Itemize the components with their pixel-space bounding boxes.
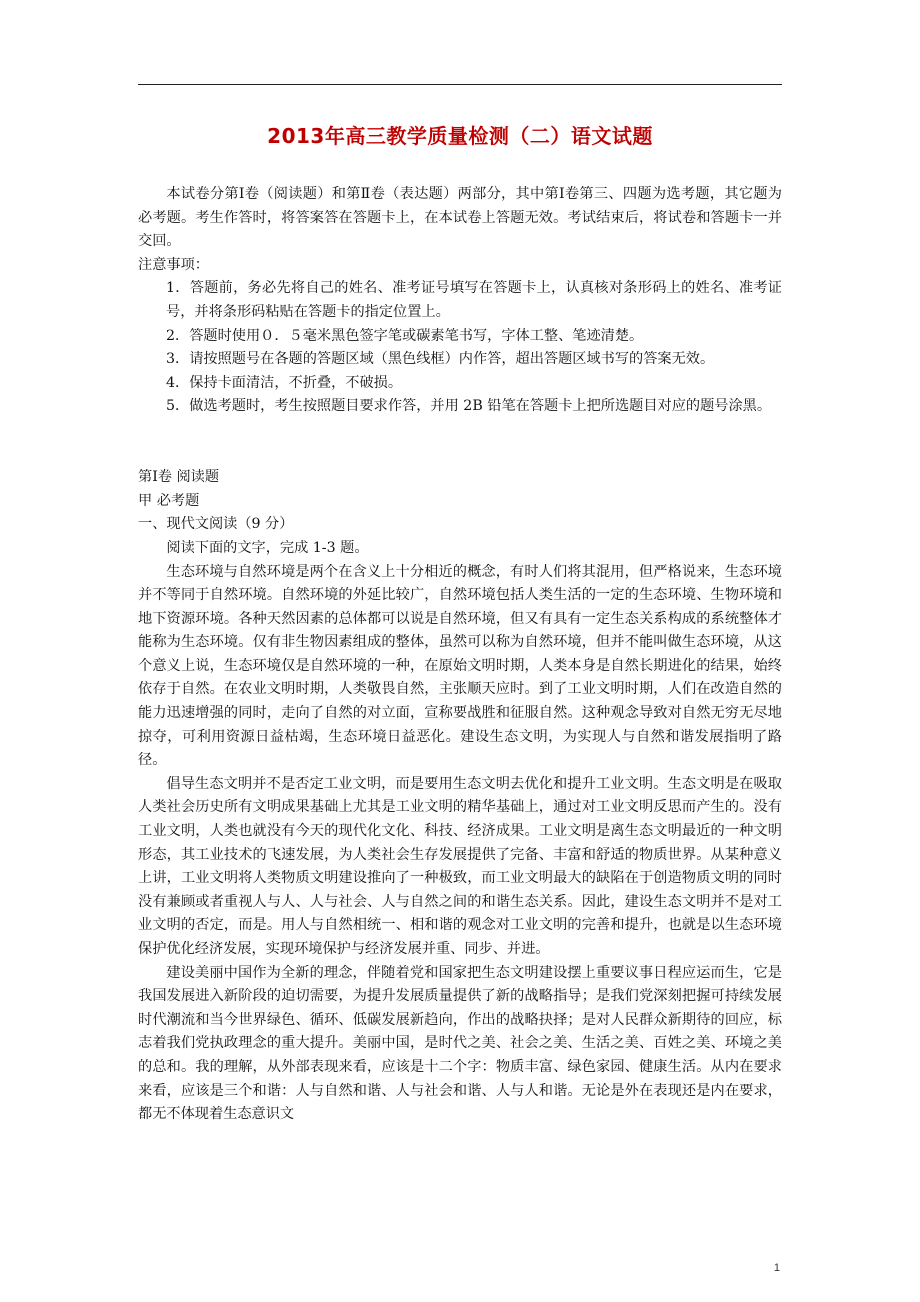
part-heading: 一、现代文阅读（9 分） bbox=[138, 516, 294, 533]
section-subheading: 甲 必考题 bbox=[138, 492, 200, 509]
passage-paragraph: 生态环境与自然环境是两个在含义上十分相近的概念，有时人们将其混用，但严格说来，生态环境并不等同于自然环境。自然环境的外延比较广，自然环境包括人类生活的一定的生态环境、生物环境和地下资源环境。各种天然因素的总体都可以说是自然环境，但又有具有一定生态关系构成的系统整体才能称为生态环境。仅有非生物因素组成的整体，虽然可以称为自然环境，但并不能叫做生态环境，从这个意义上说，生态环境仅是自然环境的一种，在原始文明时期，人类本身是自然长期进化的结果，始终依存于自然。在农业文明时期，人类敬畏自然，主张顺天应时。到了工业文明时期，人们在改造自然的能力迅速增强的同时，走向了自然的对立面，宣称要战胜和征服自然。这种观念导致对自然无穷无尽地掠夺，可利用资源日益枯竭，生态环境日益恶化。建设生态文明，为实现人与自然和谐发展指明了路径。 bbox=[138, 563, 782, 769]
section-heading: 第Ⅰ卷 阅读题 bbox=[138, 469, 220, 486]
document-body bbox=[138, 183, 782, 1127]
note-item: 4．保持卡面清洁，不折叠，不破损。 bbox=[166, 374, 403, 391]
note-item: 2．答题时使用０．５毫米黑色签字笔或碳素笔书写，字体工整、笔迹清楚。 bbox=[166, 327, 644, 344]
spacer bbox=[138, 419, 782, 443]
passage-paragraph: 建设美丽中国作为全新的理念，伴随着党和国家把生态文明建设摆上重要议事日程应运而生，它是我国发展进入新阶段的迫切需要，为提升发展质量提供了新的战略指导；是我们党深刻把握可持续发展时代潮流和当今世界绿色、循环、低碳发展新趋向，作出的战略抉择；是对人民群众新期待的回应，标志着我们党执政理念的重大提升。美丽中国，是时代之美、社会之美、生活之美、百姓之美、环境之美的总和。我的理解，从外部表现来看，应该是十二个字：物质丰富、绿色家园、健康生活。从内在要求来看，应该是三个和谐：人与自然和谐、人与社会和谐、人与人和谐。无论是外在表现还是内在要求，都无不体现着生态意识文 bbox=[138, 964, 782, 1123]
passage-paragraph: 倡导生态文明并不是否定工业文明，而是要用生态文明去优化和提升工业文明。生态文明是在吸取人类社会历史所有文明成果基础上尤其是工业文明的精华基础上，通过对工业文明反思而产生的。没有工业文明，人类也就没有今天的现代化文化、科技、经济成果。工业文明是离生态文明最近的一种文明形态，其工业技术的飞速发展，为人类社会生存发展提供了完备、丰富和舒适的物质世界。从某种意义上讲，工业文明将人类物质文明建设推向了一种极致，而工业文明最大的缺陷在于创造物质文明的同时没有兼顾或者重视人与人、人与社会、人与自然之间的和谐生态关系。因此，建设生态文明并不是对工业文明的否定，而是。用人与自然相统一、相和谐的观念对工业文明的完善和提升，也就是以生态环境保护优化经济发展，实现环境保护与经济发展并重、同步、并进。 bbox=[138, 775, 782, 957]
note-item: 3．请按照题号在各题的答题区域（黑色线框）内作答，超出答题区域书写的答案无效。 bbox=[166, 351, 715, 368]
reading-instruction: 阅读下面的文字，完成 1-3 题。 bbox=[166, 539, 369, 556]
page-number: 1 bbox=[773, 1262, 780, 1274]
document-title: 2013年高三教学质量检测（二）语文试题 bbox=[267, 124, 653, 148]
note-item: 5．做选考题时，考生按照题目要求作答，并用 2B 铅笔在答题卡上把所选题目对应的题号涂黑。 bbox=[166, 398, 772, 415]
intro-paragraph: 本试卷分第Ⅰ卷（阅读题）和第Ⅱ卷（表达题）两部分，其中第Ⅰ卷第三、四题为选考题，其它题为必考题。考生作答时，将答案答在答题卡上，在本试卷上答题无效。考试结束后，将试卷和答题卡一并交回。 bbox=[138, 186, 782, 250]
notes-heading: 注意事项： bbox=[138, 256, 209, 273]
spacer bbox=[138, 443, 782, 467]
header-rule bbox=[138, 84, 782, 85]
note-item: 1．答题前，务必先将自己的姓名、准考证号填写在答题卡上，认真核对条形码上的姓名、准考证号，并将条形码粘贴在答题卡的指定位置上。 bbox=[166, 280, 782, 320]
notes-list bbox=[138, 277, 782, 419]
